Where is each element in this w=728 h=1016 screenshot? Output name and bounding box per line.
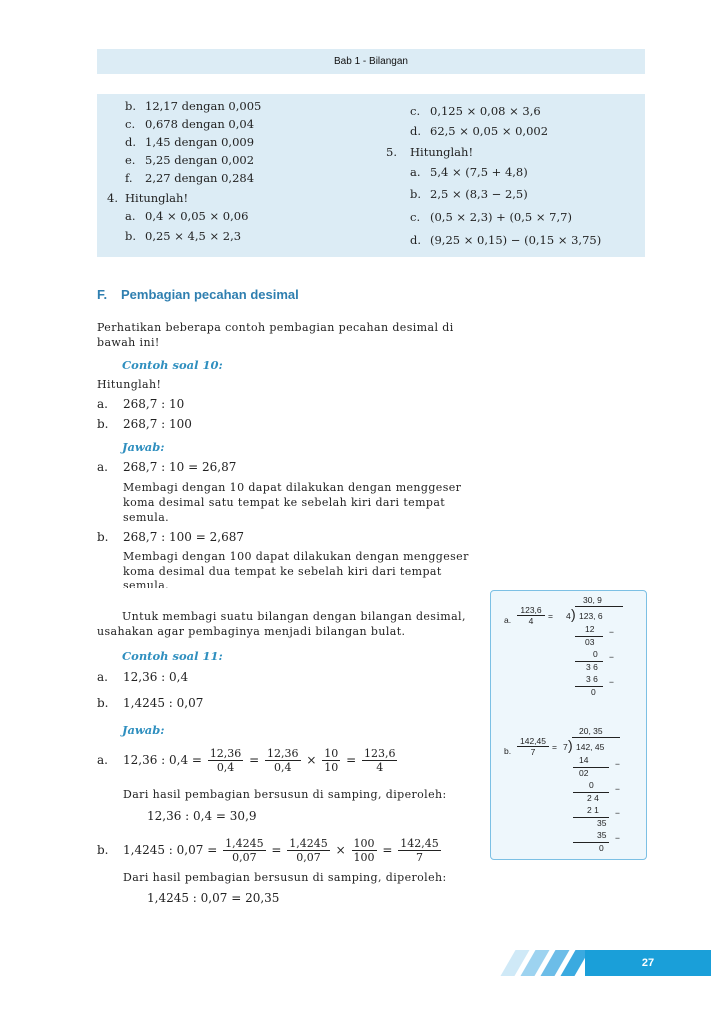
exercise-box	[97, 94, 645, 257]
division-step: 3 6	[586, 674, 598, 684]
fraction-equation: a. 12,36 : 0,4 = $\frac{12,36}{0,4}$ = $\frac{12,36}{0,4}$ × $\frac{10}{10}$ = $\frac{123,6}{4}$	[97, 747, 396, 774]
result-line: 12,36 : 0,4 = 30,9	[147, 809, 257, 823]
rule-line: usahakan agar pembaginya menjadi bilangan bulat.	[97, 625, 406, 638]
answer-title: Jawab:	[122, 440, 165, 454]
division-step: 0	[589, 780, 594, 790]
example-question: a. 12,36 : 0,4	[97, 670, 189, 684]
division-step: 35	[597, 818, 607, 828]
exercise-item: b. 12,17 dengan 0,005	[125, 99, 262, 113]
example-title: Contoh soal 11:	[122, 649, 223, 663]
explanation-line: semula.	[123, 579, 170, 588]
exercise-question: 4. Hitunglah!	[107, 191, 189, 205]
division-step: 14	[579, 755, 589, 765]
division-step: 0	[591, 687, 596, 697]
dividend: 123, 6	[579, 611, 603, 621]
minus-sign: −	[615, 833, 620, 843]
minus-sign: −	[615, 784, 620, 794]
example-question: b. 268,7 : 100	[97, 417, 192, 431]
answer-line: b. 268,7 : 100 = 2,687	[97, 530, 244, 544]
division-step: 3 6	[586, 662, 598, 672]
minus-sign: −	[609, 677, 614, 687]
explanation-line: koma desimal satu tempat ke sebelah kiri dari tempat	[123, 496, 446, 509]
section-title: F. Pembagian pecahan desimal	[97, 287, 299, 302]
exercise-item: f. 2,27 dengan 0,284	[125, 171, 255, 185]
answer-title: Jawab:	[122, 723, 165, 737]
division-step: 12	[585, 624, 595, 634]
division-label: b.	[504, 746, 512, 756]
explanation-line: Dari hasil pembagian bersusun di samping, diperoleh:	[123, 871, 447, 884]
exercise-item: b. 2,5 × (8,3 − 2,5)	[410, 187, 528, 201]
exercise-item: d. (9,25 × 0,15) − (0,15 × 3,75)	[410, 233, 602, 247]
division-step: 35	[597, 830, 607, 840]
dividend: 142, 45	[576, 742, 605, 752]
division-bar	[572, 737, 620, 738]
example-prompt: Hitunglah!	[97, 378, 162, 391]
long-division-box	[490, 590, 647, 860]
exercise-item: c. (0,5 × 2,3) + (0,5 × 7,7)	[410, 210, 572, 224]
minus-sign: −	[615, 759, 620, 769]
intro-line: bawah ini!	[97, 336, 160, 349]
divisor: 4	[566, 611, 571, 621]
explanation-line: Membagi dengan 10 dapat dilakukan dengan menggeser	[123, 481, 462, 494]
page-number: 27	[641, 957, 655, 969]
intro-line: Perhatikan beberapa contoh pembagian pecahan desimal di	[97, 321, 454, 334]
page-number-badge	[585, 950, 711, 976]
equals-sign: =	[548, 611, 553, 621]
chapter-title: Bab 1 - Bilangan	[334, 56, 408, 67]
division-bar	[575, 606, 623, 607]
minus-sign: −	[609, 652, 614, 662]
quotient: 20, 35	[579, 726, 603, 736]
divisor: 7	[563, 742, 568, 752]
explanation-line: Membagi dengan 100 dapat dilakukan dengan menggeser	[123, 550, 469, 563]
exercise-question: 5. Hitunglah!	[386, 145, 474, 159]
division-step: 02	[579, 768, 589, 778]
division-bracket: )	[568, 737, 573, 753]
exercise-item: a. 0,4 × 0,05 × 0,06	[125, 209, 249, 223]
division-step: 2 4	[587, 793, 599, 803]
exercise-item: d. 62,5 × 0,05 × 0,002	[410, 124, 549, 138]
exercise-item: a. 5,4 × (7,5 + 4,8)	[410, 165, 528, 179]
division-step: 0	[593, 649, 598, 659]
fraction-equation: b. 1,4245 : 0,07 = $\frac{1,4245}{0,07}$ = $\frac{1,4245}{0,07}$ × $\frac{100}{100}$ = $\frac{142,45}{7}$	[97, 837, 439, 864]
explanation-line: semula.	[123, 511, 170, 524]
exercise-item: c. 0,125 × 0,08 × 3,6	[410, 104, 541, 118]
rule-line: Untuk membagi suatu bilangan dengan bilangan desimal,	[122, 610, 466, 623]
division-fraction: 142,45 7	[517, 736, 549, 757]
explanation-line: koma desimal dua tempat ke sebelah kiri dari tempat	[123, 565, 442, 578]
minus-sign: −	[615, 808, 620, 818]
exercise-item: b. 0,25 × 4,5 × 2,3	[125, 229, 242, 243]
explanation-line: Dari hasil pembagian bersusun di samping, diperoleh:	[123, 788, 447, 801]
exercise-item: d. 1,45 dengan 0,009	[125, 135, 255, 149]
division-step: 2 1	[587, 805, 599, 815]
chapter-header	[97, 49, 645, 74]
equals-sign: =	[552, 742, 557, 752]
result-line: 1,4245 : 0,07 = 20,35	[147, 891, 280, 905]
division-label: a.	[504, 615, 512, 625]
exercise-item: e. 5,25 dengan 0,002	[125, 153, 255, 167]
division-fraction: 123,6 4	[517, 605, 545, 626]
answer-line: a. 268,7 : 10 = 26,87	[97, 460, 237, 474]
division-bracket: )	[571, 606, 576, 622]
minus-sign: −	[609, 627, 614, 637]
example-title: Contoh soal 10:	[122, 358, 223, 372]
quotient: 30, 9	[583, 595, 602, 605]
example-question: b. 1,4245 : 0,07	[97, 696, 204, 710]
exercise-item: c. 0,678 dengan 0,04	[125, 117, 255, 131]
example-question: a. 268,7 : 10	[97, 397, 185, 411]
division-step: 03	[585, 637, 595, 647]
division-line	[575, 686, 603, 687]
division-step: 0	[599, 843, 604, 853]
